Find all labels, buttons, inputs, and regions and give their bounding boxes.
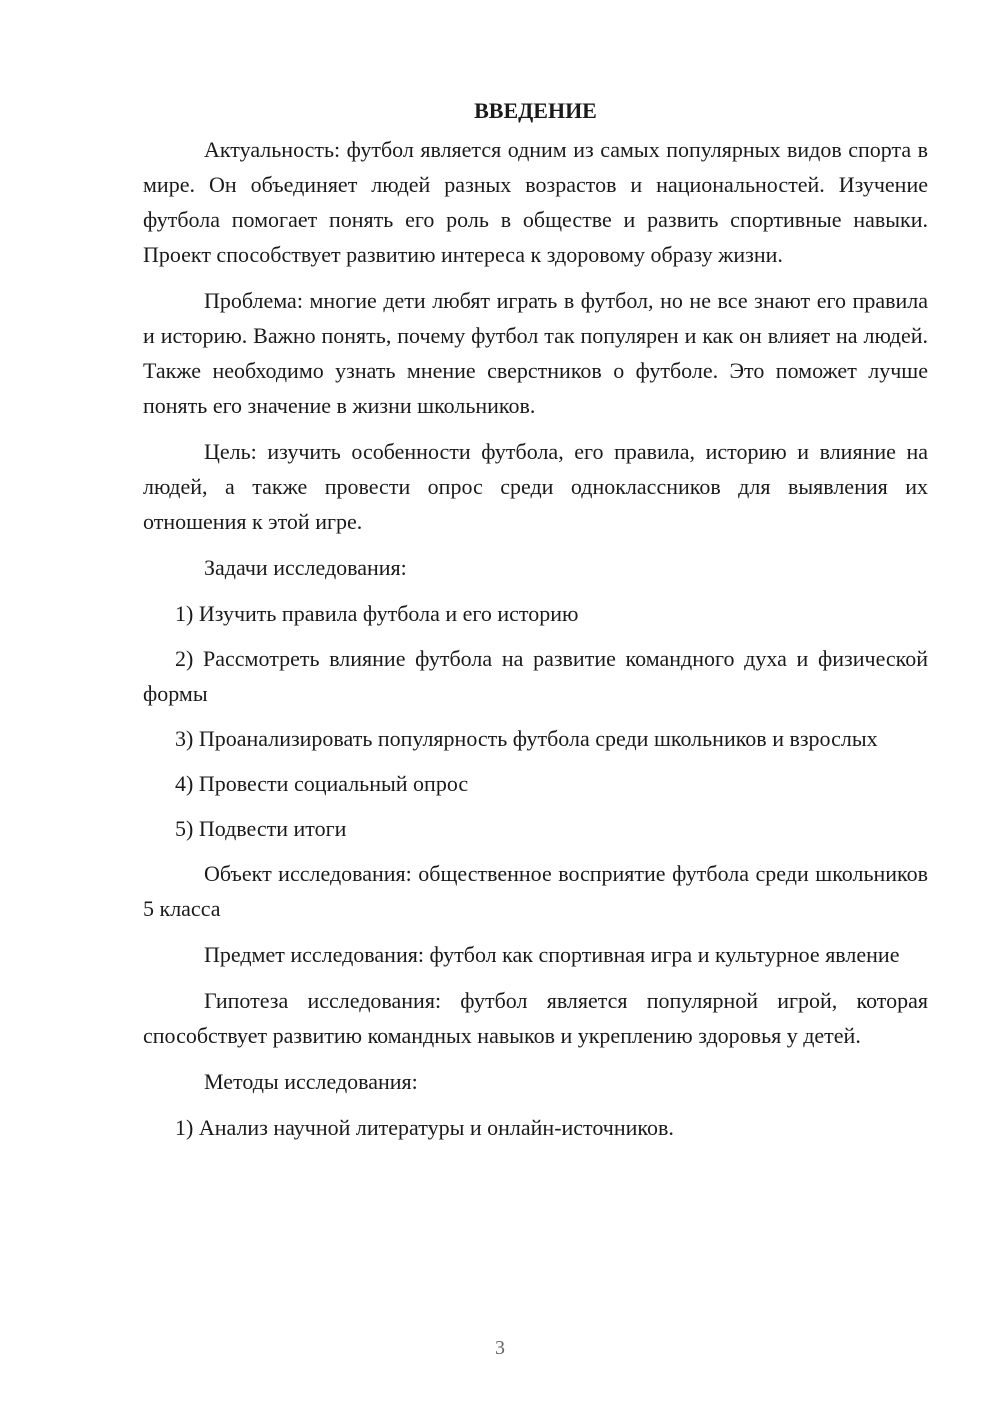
page-number: 3: [495, 1337, 505, 1359]
hypothesis-paragraph: Гипотеза исследования: футбол является популярной игрой, которая способствует развитию командных навыков и укреплению здоровья у детей.: [143, 988, 928, 1048]
task-item: 1) Изучить правила футбола и его историю: [175, 601, 579, 626]
tasks-heading: Задачи исследования:: [204, 555, 407, 580]
section-title: ВВЕДЕНИЕ: [474, 98, 597, 123]
subject-paragraph: Предмет исследования: футбол как спортивная игра и культурное явление: [204, 942, 900, 967]
relevance-paragraph: Актуальность: футбол является одним из самых популярных видов спорта в мире. Он объединяет людей разных возрастов и национальностей. Изучение футбола помогает понять его роль в обществе и развить спортивные навыки. Проект способствует развитию интереса к здоровому образу жизни.: [143, 137, 928, 267]
task-item: 2) Рассмотреть влияние футбола на развитие командного духа и физической формы: [143, 646, 928, 706]
task-item: 5) Подвести итоги: [175, 816, 347, 841]
page-content: [143, 96, 928, 1155]
task-item: 4) Провести социальный опрос: [175, 771, 469, 796]
methods-heading: Методы исследования:: [204, 1069, 418, 1094]
method-item: 1) Анализ научной литературы и онлайн-источников.: [175, 1115, 674, 1140]
goal-paragraph: Цель: изучить особенности футбола, его правила, историю и влияние на людей, а также провести опрос среди одноклассников для выявления их отношения к этой игре.: [143, 439, 928, 534]
task-item: 3) Проанализировать популярность футбола среди школьников и взрослых: [175, 726, 878, 751]
object-paragraph: Объект исследования: общественное восприятие футбола среди школьников 5 класса: [143, 861, 928, 921]
problem-paragraph: Проблема: многие дети любят играть в футбол, но не все знают его правила и историю. Важно понять, почему футбол так популярен и как он влияет на людей. Также необходимо узнать мнение сверстников о футболе. Это поможет лучше понять его значение в жизни школьников.: [143, 288, 928, 418]
